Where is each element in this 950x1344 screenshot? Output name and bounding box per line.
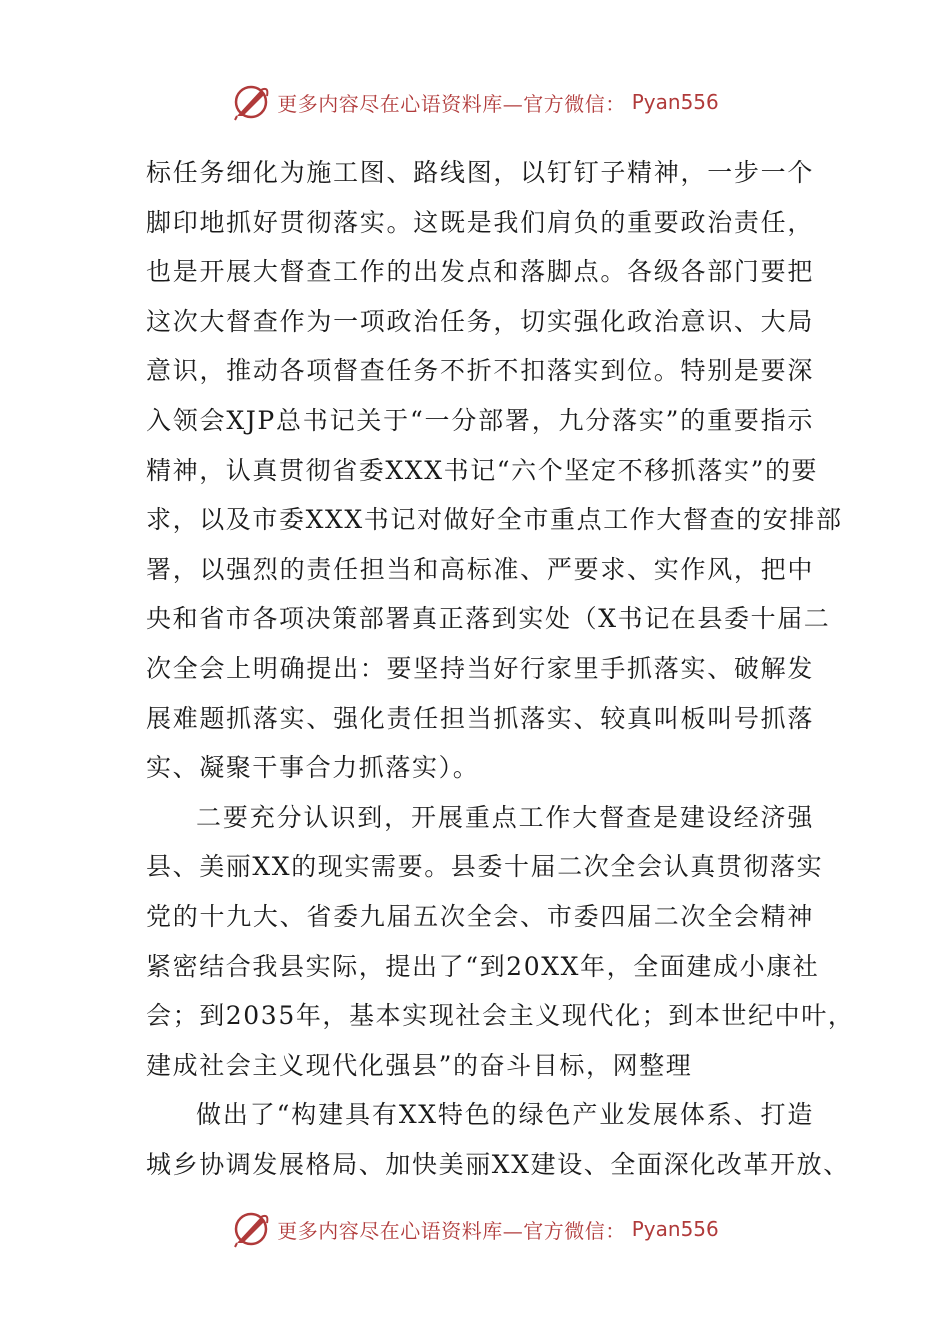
text-line: 会；到2035年，基本实现社会主义现代化；到本世纪中叶， (146, 1001, 855, 1031)
header-banner (0, 82, 950, 122)
footer-wechat-id: Pyan556 (631, 1217, 719, 1241)
text-line: 紧密结合我县实际，提出了“到20XX年，全面建成小康社 (146, 951, 820, 981)
text-line: 建成社会主义现代化强县”的奋斗目标，网整理 (146, 1050, 693, 1080)
text-line: 城乡协调发展格局、加快美丽XX建设、全面深化改革开放、 (146, 1149, 850, 1179)
quill-pen-logo-icon (231, 82, 271, 122)
text-line: 次全会上明确提出：要坚持当好行家里手抓落实、破解发 (146, 653, 814, 683)
paragraph-start-line: 二要充分认识到，开展重点工作大督查是建设经济强 (196, 802, 814, 832)
text-line: 精神，认真贯彻省委XXX书记“六个坚定不移抓落实”的要 (146, 455, 819, 485)
quill-pen-logo-icon (231, 1209, 271, 1249)
footer-banner-text: 更多内容尽在心语资料库—官方微信： (277, 1218, 626, 1243)
text-line: 入领会XJP总书记关于“一分部署，九分落实”的重要指示 (146, 405, 814, 435)
text-line: 实、凝聚干事合力抓落实）。 (146, 753, 480, 783)
footer-banner (0, 1209, 950, 1249)
header-wechat-id: Pyan556 (631, 90, 719, 114)
text-line: 意识，推动各项督查任务不折不扣落实到位。特别是要深 (146, 356, 814, 386)
paragraph-start-line: 做出了“构建具有XX特色的绿色产业发展体系、打造 (196, 1100, 814, 1130)
text-line: 标任务细化为施工图、路线图，以钉钉子精神，一步一个 (146, 158, 814, 187)
text-line: 展难题抓落实、强化责任担当抓落实、较真叫板叫号抓落 (146, 703, 814, 733)
text-line: 也是开展大督查工作的出发点和落脚点。各级各部门要把 (146, 257, 814, 287)
text-line: 这次大督查作为一项政治任务，切实强化政治意识、大局 (146, 306, 814, 336)
text-line: 脚印地抓好贯彻落实。这既是我们肩负的重要政治责任， (146, 207, 814, 237)
text-line: 央和省市各项决策部署真正落到实处（X书记在县委十届二 (146, 604, 831, 634)
text-line: 署，以强烈的责任担当和高标准、严要求、实作风，把中 (146, 554, 814, 584)
header-banner-text: 更多内容尽在心语资料库—官方微信： (277, 91, 626, 116)
text-line: 党的十九大、省委九届五次全会、市委四届二次全会精神 (146, 901, 814, 931)
text-line: 求，以及市委XXX书记对做好全市重点工作大督查的安排部 (146, 505, 843, 535)
text-line: 县、美丽XX的现实需要。县委十届二次全会认真贯彻落实 (146, 852, 824, 882)
document-body (146, 148, 855, 1189)
